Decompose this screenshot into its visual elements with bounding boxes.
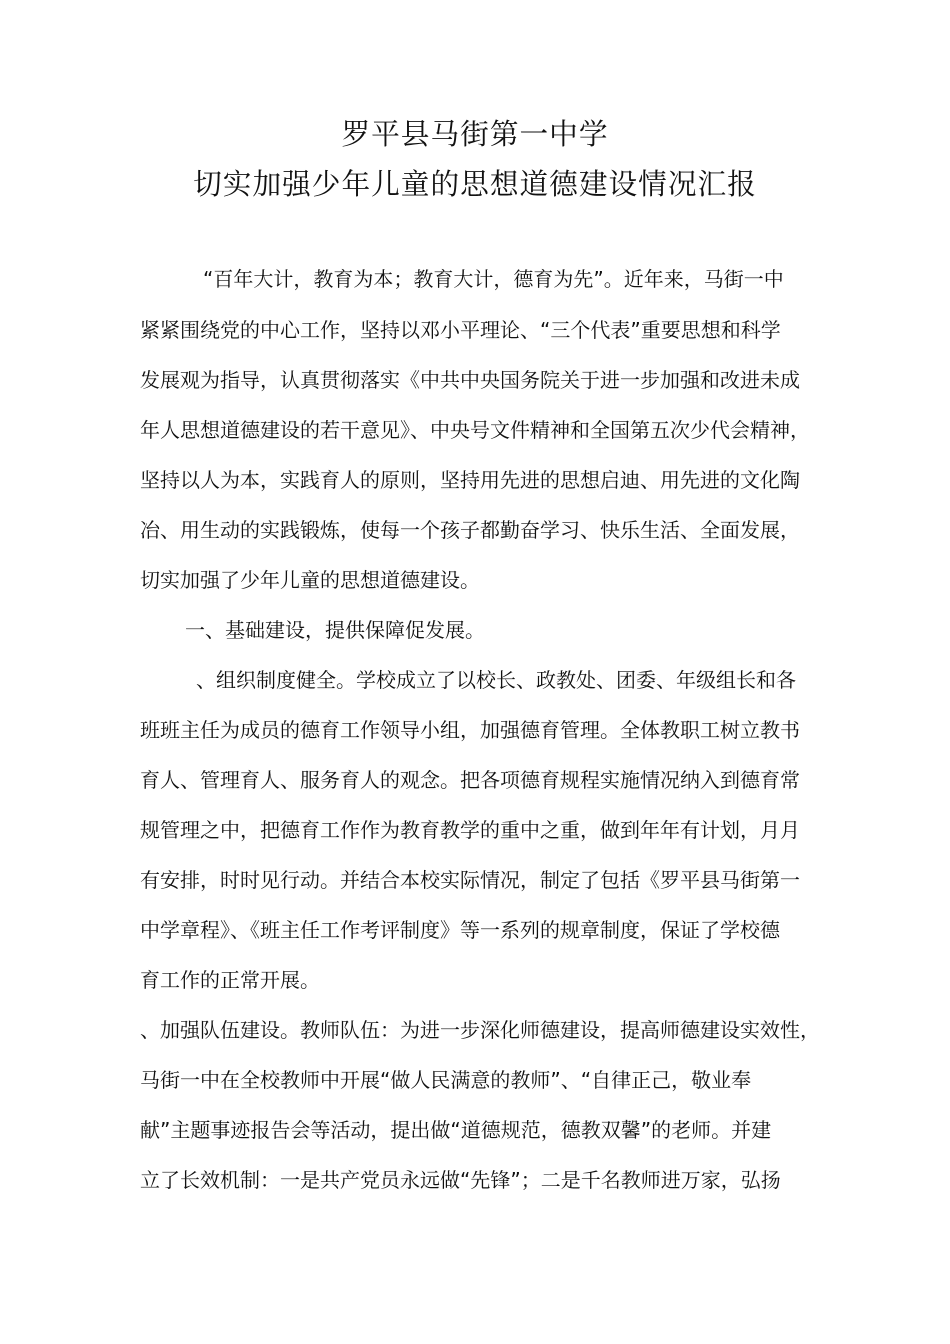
paragraph-3-line-2: 马街一中在全校教师中开展“做人民满意的教师”、“自律正己，敬业奉 <box>140 1068 752 1092</box>
paragraph-3-line-3: 献”主题事迹报告会等活动，提出做“道德规范，德教双馨”的老师。并建 <box>140 1118 772 1142</box>
paragraph-1-line-2: 紧紧围绕党的中心工作，坚持以邓小平理论、“三个代表”重要思想和科学 <box>140 318 781 342</box>
paragraph-2-line-6: 中学章程》、《班主任工作考评制度》等一系列的规章制度，保证了学校德 <box>140 918 780 942</box>
paragraph-1-line-6: 冶、用生动的实践锻炼，使每一个孩子都勤奋学习、快乐生活、全面发展， <box>140 518 800 542</box>
paragraph-2-line-5: 有安排，时时见行动。并结合本校实际情况，制定了包括《罗平县马街第一 <box>140 868 800 892</box>
paragraph-1-line-3: 发展观为指导，认真贯彻落实《中共中央国务院关于进一步加强和改进未成 <box>140 368 800 392</box>
paragraph-3-line-1: 、加强队伍建设。教师队伍：为进一步深化师德建设，提高师德建设实效性， <box>140 1018 820 1042</box>
paragraph-1-line-4: 年人思想道德建设的若干意见》、中央号文件精神和全国第五次少代会精神， <box>140 418 810 442</box>
paragraph-2-line-3: 育人、管理育人、服务育人的观念。把各项德育规程实施情况纳入到德育常 <box>140 768 800 792</box>
paragraph-2-line-2: 班班主任为成员的德育工作领导小组，加强德育管理。全体教职工树立教书 <box>140 718 800 742</box>
paragraph-1-line-5: 坚持以人为本，实践育人的原则，坚持用先进的思想启迪、用先进的文化陶 <box>140 468 800 492</box>
paragraph-2-line-7: 育工作的正常开展。 <box>140 968 320 992</box>
section-heading-1: 一、基础建设，提供保障促发展。 <box>185 618 485 642</box>
paragraph-2-line-4: 规管理之中，把德育工作作为教育教学的重中之重，做到年年有计划，月月 <box>140 818 800 842</box>
paragraph-3-line-4: 立了长效机制：一是共产党员永远做“先锋”；二是千名教师进万家，弘扬 <box>140 1168 781 1192</box>
document-title-line-1: 罗平县马街第一中学 <box>341 117 609 151</box>
paragraph-1-line-1: “百年大计，教育为本；教育大计，德育为先”。近年来，马街一中 <box>203 267 784 291</box>
document-title-line-2: 切实加强少年儿童的思想道德建设情况汇报 <box>193 167 757 201</box>
paragraph-2-line-1: 、组织制度健全。学校成立了以校长、政教处、团委、年级组长和各 <box>196 668 796 692</box>
paragraph-1-line-7: 切实加强了少年儿童的思想道德建设。 <box>140 568 480 592</box>
